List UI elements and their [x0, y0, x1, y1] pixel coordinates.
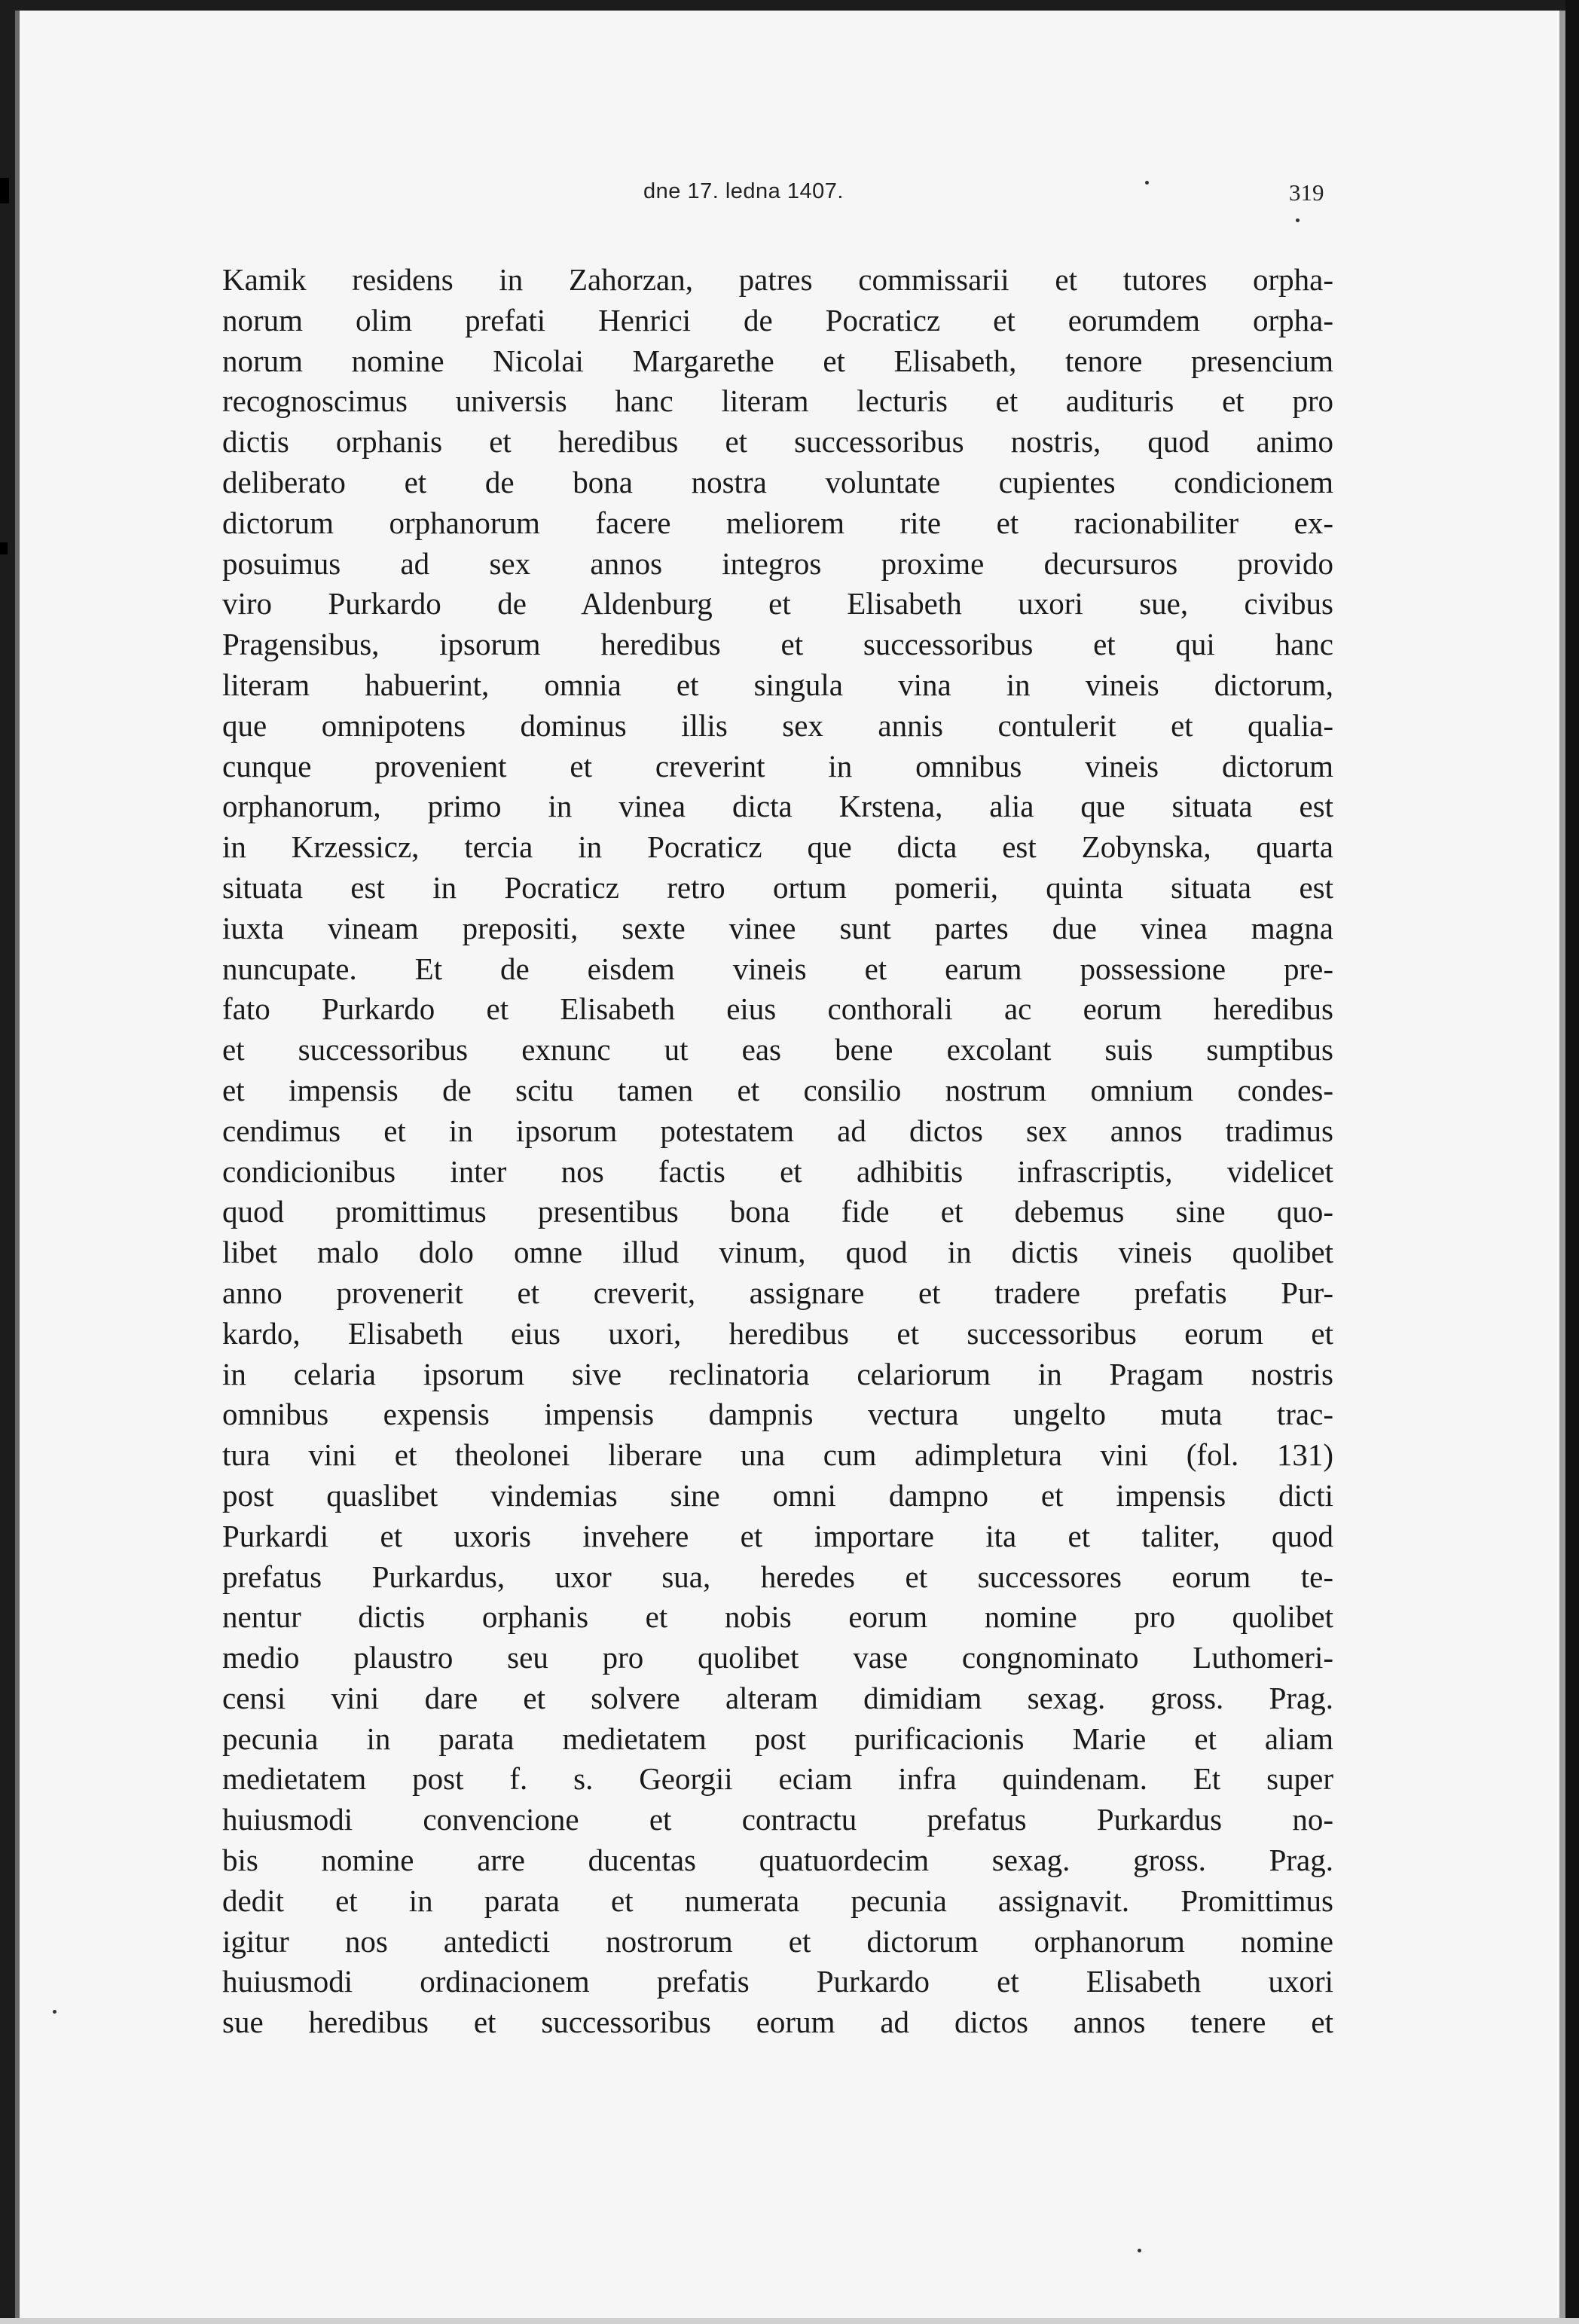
- scan-mark: [0, 178, 9, 203]
- text-line: situata est in Pocraticz retro ortum pomerii, quinta situata est: [222, 869, 1333, 905]
- text-line: iuxta vineam prepositi, sexte vinee sunt partes due vinea magna: [222, 910, 1333, 945]
- text-line: anno provenerit et creverit, assignare et tradere prefatis Pur-: [222, 1275, 1333, 1310]
- speck: [1138, 2249, 1141, 2252]
- text-line: pecunia in parata medietatem post purificacionis Marie et aliam: [222, 1721, 1333, 1756]
- text-line: sue heredibus et successoribus eorum ad dictos annos tenere et: [222, 2005, 1333, 2040]
- text-line: condicionibus inter nos factis et adhibitis infrascriptis, videlicet: [222, 1153, 1333, 1189]
- text-line: huiusmodi ordinacionem prefatis Purkardo et Elisabeth uxori: [222, 1964, 1333, 1999]
- text-line: posuimus ad sex annos integros proxime decursuros provido: [222, 545, 1333, 581]
- scan-border-bottom: [0, 2318, 1579, 2324]
- text-line: medietatem post f. s. Georgii eciam infra quindenam. Et super: [222, 1761, 1333, 1797]
- scan-border-left: [0, 0, 15, 2324]
- text-line: medio plaustro seu pro quolibet vase congnominato Luthomeri-: [222, 1640, 1333, 1675]
- page-number: 319: [1289, 179, 1324, 206]
- scan-mark: [0, 542, 8, 554]
- text-line: norum olim prefati Henrici de Pocraticz et eorumdem orpha-: [222, 302, 1333, 337]
- text-line: Purkardi et uxoris invehere et importare ita et taliter, quod: [222, 1518, 1333, 1553]
- text-line: dedit et in parata et numerata pecunia assignavit. Promittimus: [222, 1883, 1333, 1918]
- text-line: tura vini et theolonei liberare una cum adimpletura vini (fol. 131): [222, 1437, 1333, 1473]
- text-line: norum nomine Nicolai Margarethe et Elisabeth, tenore presencium: [222, 343, 1333, 378]
- text-line: cendimus et in ipsorum potestatem ad dictos sex annos tradimus: [222, 1113, 1333, 1148]
- text-line: literam habuerint, omnia et singula vina in vineis dictorum,: [222, 667, 1333, 702]
- text-line: nuncupate. Et de eisdem vineis et earum possessione pre-: [222, 951, 1333, 986]
- text-line: kardo, Elisabeth eius uxori, heredibus et successoribus eorum et: [222, 1315, 1333, 1351]
- text-line: in Krzessicz, tercia in Pocraticz que dicta est Zobynska, quarta: [222, 829, 1333, 865]
- text-line: que omnipotens dominus illis sex annis contulerit et qualia-: [222, 707, 1333, 743]
- text-line: et impensis de scitu tamen et consilio nostrum omnium condes-: [222, 1072, 1333, 1107]
- text-line: huiusmodi convencione et contractu prefatus Purkardus no-: [222, 1802, 1333, 1837]
- speck: [53, 2010, 57, 2014]
- text-line: prefatus Purkardus, uxor sua, heredes et successores eorum te-: [222, 1559, 1333, 1594]
- text-line: deliberato et de bona nostra voluntate cupientes condicionem: [222, 464, 1333, 499]
- text-line: censi vini dare et solvere alteram dimidiam sexag. gross. Prag.: [222, 1680, 1333, 1715]
- scan-border-right-shadow: [1559, 11, 1565, 2324]
- scan-border-top: [0, 0, 1579, 11]
- text-line: cunque provenient et creverint in omnibus vineis dictorum: [222, 748, 1333, 783]
- text-line: igitur nos antedicti nostrorum et dictorum orphanorum nomine: [222, 1923, 1333, 1959]
- text-line: post quaslibet vindemias sine omni dampno et impensis dicti: [222, 1477, 1333, 1513]
- running-head: dne 17. ledna 1407.: [643, 179, 844, 203]
- text-line: viro Purkardo de Aldenburg et Elisabeth uxori sue, civibus: [222, 586, 1333, 621]
- text-line: in celaria ipsorum sive reclinatoria celariorum in Pragam nostris: [222, 1356, 1333, 1391]
- text-line: bis nomine arre ducentas quatuordecim sexag. gross. Prag.: [222, 1843, 1333, 1878]
- text-line: orphanorum, primo in vinea dicta Krstena, alia que situata est: [222, 789, 1333, 824]
- text-line: et successoribus exnunc ut eas bene excolant suis sumptibus: [222, 1032, 1333, 1067]
- text-line: fato Purkardo et Elisabeth eius conthorali ac eorum heredibus: [222, 991, 1333, 1027]
- body-text: [222, 260, 1333, 2043]
- scan-border-left-shadow: [15, 11, 20, 2324]
- text-line: Pragensibus, ipsorum heredibus et successoribus et qui hanc: [222, 627, 1333, 662]
- scan-border-right: [1565, 0, 1579, 2324]
- text-line: recognoscimus universis hanc literam lecturis et audituris et pro: [222, 383, 1333, 419]
- speck: [1296, 218, 1300, 222]
- text-line: omnibus expensis impensis dampnis vectura ungelto muta trac-: [222, 1397, 1333, 1432]
- text-line: Kamik residens in Zahorzan, patres commissarii et tutores orpha-: [222, 262, 1333, 297]
- text-line: quod promittimus presentibus bona fide et debemus sine quo-: [222, 1194, 1333, 1229]
- text-line: dictis orphanis et heredibus et successoribus nostris, quod animo: [222, 424, 1333, 460]
- speck: [1145, 181, 1149, 185]
- text-line: nentur dictis orphanis et nobis eorum nomine pro quolibet: [222, 1599, 1333, 1635]
- text-line: libet malo dolo omne illud vinum, quod in dictis vineis quolibet: [222, 1235, 1333, 1270]
- text-line: dictorum orphanorum facere meliorem rite et racionabiliter ex-: [222, 505, 1333, 540]
